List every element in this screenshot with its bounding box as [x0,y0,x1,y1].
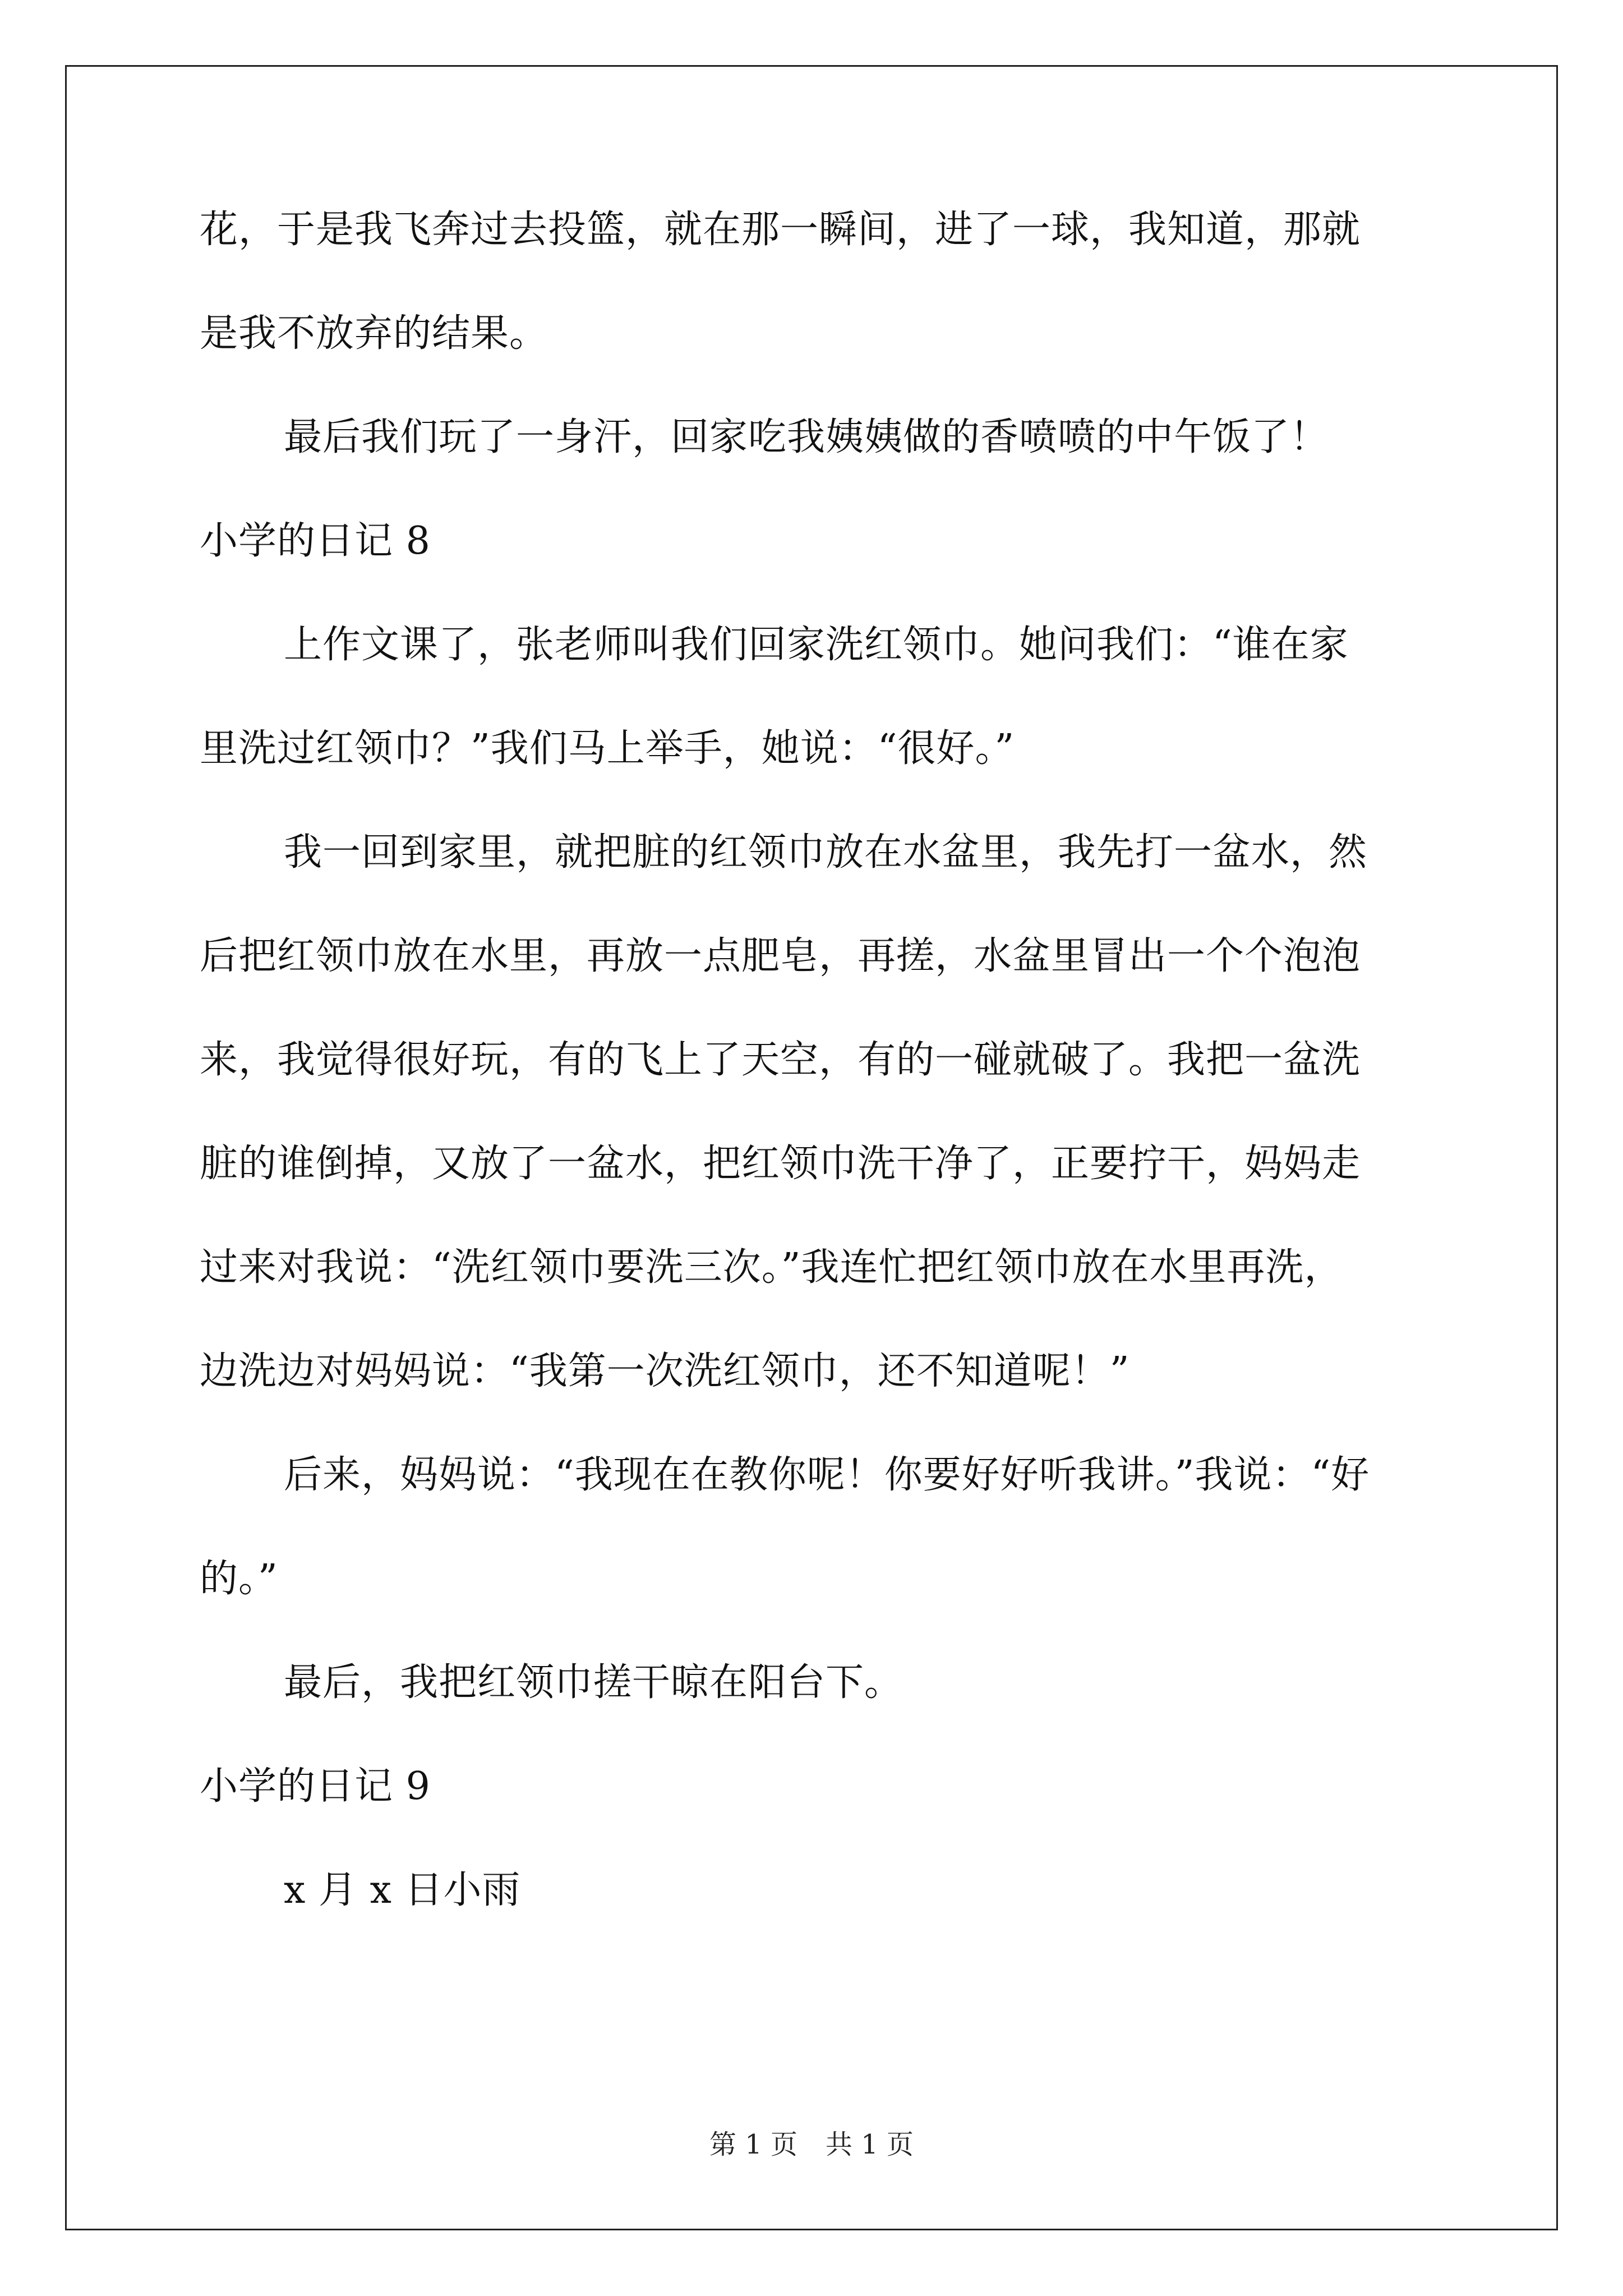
paragraph-line: 上作文课了，张老师叫我们回家洗红领巾。她问我们：“谁在家 [284,623,1349,667]
paragraph-line: 最后我们玩了一身汗，回家吃我姨姨做的香喷喷的中午饭了！ [284,415,1329,459]
paragraph-line: 我一回到家里，就把脏的红领巾放在水盆里，我先打一盆水，然 [284,830,1368,875]
paragraph-line: 是我不放弃的结果。 [200,311,548,356]
section-heading: 小学的日记 8 [200,519,431,563]
paragraph-line: 后来，妈妈说：“我现在在教你呢！你要好好听我讲。”我说：“好 [284,1453,1370,1497]
paragraph-line: 花，于是我飞奔过去投篮，就在那一瞬间，进了一球，我知道，那就 [200,208,1361,252]
paragraph-line: 的。” [200,1557,278,1601]
date-line: x 月 x 日小雨 [284,1868,521,1912]
section-heading: 小学的日记 9 [200,1764,431,1809]
page-total: 共 1 页 [826,2129,914,2160]
page-number: 第 1 页 [709,2129,797,2160]
paragraph-line: 来，我觉得很好玩，有的飞上了天空，有的一碰就破了。我把一盆洗 [200,1038,1361,1082]
paragraph-line: 里洗过红领巾？”我们马上举手，她说：“很好。” [200,726,1015,771]
paragraph-line: 后把红领巾放在水里，再放一点肥皂，再搓，水盆里冒出一个个泡泡 [200,934,1361,978]
page-footer [0,2129,1623,2160]
paragraph-line: 边洗边对妈妈说：“我第一次洗红领巾，还不知道呢！” [200,1349,1130,1393]
paragraph-line: 最后，我把红领巾搓干晾在阳台下。 [284,1660,903,1705]
paragraph-line: 脏的谁倒掉，又放了一盆水，把红领巾洗干净了，正要拧干，妈妈走 [200,1142,1361,1186]
paragraph-line: 过来对我说：“洗红领巾要洗三次。”我连忙把红领巾放在水里再洗， [200,1245,1343,1290]
